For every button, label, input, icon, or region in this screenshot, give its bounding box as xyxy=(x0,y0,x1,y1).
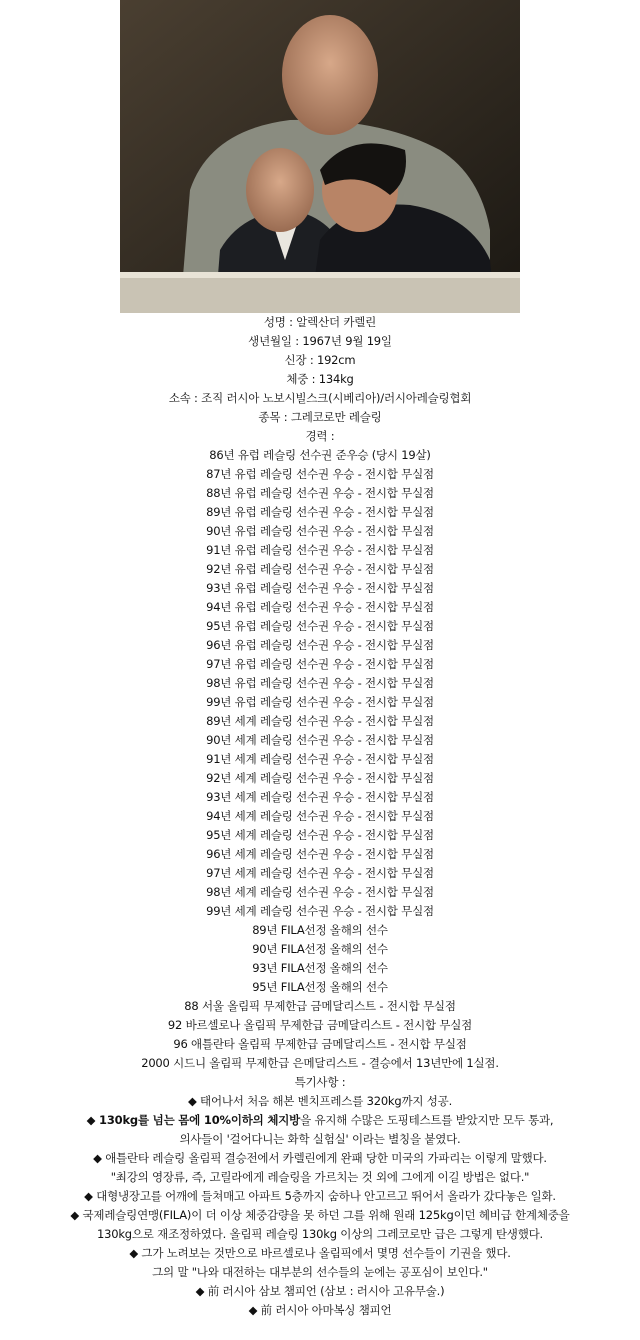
career-item: 97년 세계 레슬링 선수권 우승 - 전시합 무실점 xyxy=(206,866,434,880)
note-line: ◆ 태어나서 처음 해본 벤치프레스를 320kg까지 성공. xyxy=(187,1094,453,1108)
career-item: 95년 FILA선정 올해의 선수 xyxy=(252,980,388,994)
career-item: 96년 세계 레슬링 선수권 우승 - 전시합 무실점 xyxy=(206,847,434,861)
career-item: 93년 FILA선정 올해의 선수 xyxy=(252,961,388,975)
note-line: 130kg으로 재조정하였다. 올림픽 레슬링 130kg 이상의 그레코로만 급은 그렇게 탄생했다. xyxy=(96,1227,543,1241)
career-item: 89년 FILA선정 올해의 선수 xyxy=(252,923,388,937)
note-line: ◆ 애틀란타 레슬링 올림픽 결승전에서 카렐린에게 완패 당한 미국의 가파리는 이렇게 말했다. xyxy=(93,1151,547,1165)
birth-line: 생년월일 : 1967년 9월 19일 xyxy=(248,334,392,348)
career-item: 88 서울 올림픽 무제한급 금메달리스트 - 전시합 무실점 xyxy=(184,999,456,1013)
career-item: 89년 세계 레슬링 선수권 우승 - 전시합 무실점 xyxy=(206,714,434,728)
note-quote: 그의 말 "나와 대전하는 대부분의 선수들의 눈에는 공포심이 보인다." xyxy=(152,1265,488,1279)
career-item: 89년 유럽 레슬링 선수권 우승 - 전시합 무실점 xyxy=(206,505,434,519)
note-text: 을 유지해 수많은 도핑테스트를 받았지만 모두 통과, xyxy=(300,1113,554,1127)
career-item: 96년 유럽 레슬링 선수권 우승 - 전시합 무실점 xyxy=(206,638,434,652)
career-item: 90년 유럽 레슬링 선수권 우승 - 전시합 무실점 xyxy=(206,524,434,538)
career-item: 88년 유럽 레슬링 선수권 우승 - 전시합 무실점 xyxy=(206,486,434,500)
career-item: 87년 유럽 레슬링 선수권 우승 - 전시합 무실점 xyxy=(206,467,434,481)
note-line: ◆ 前 러시아 삼보 챔피언 (삼보 : 러시아 고유무술.) xyxy=(195,1284,445,1298)
career-item: 99년 세계 레슬링 선수권 우승 - 전시합 무실점 xyxy=(206,904,434,918)
career-item: 91년 유럽 레슬링 선수권 우승 - 전시합 무실점 xyxy=(206,543,434,557)
note-quote: "최강의 영장류, 즉, 고릴라에게 레슬링을 가르치는 것 외에 그에게 이길 방법은 없다." xyxy=(110,1170,530,1184)
career-heading: 경력 : xyxy=(305,429,335,443)
career-list xyxy=(0,446,640,1073)
career-item: 98년 유럽 레슬링 선수권 우승 - 전시합 무실점 xyxy=(206,676,434,690)
affiliation-line: 소속 : 조직 러시아 노보시빌스크(시베리아)/러시아레슬링협회 xyxy=(168,391,472,405)
career-item: 90년 세계 레슬링 선수권 우승 - 전시합 무실점 xyxy=(206,733,434,747)
career-item: 90년 FILA선정 올해의 선수 xyxy=(252,942,388,956)
career-item: 93년 유럽 레슬링 선수권 우승 - 전시합 무실점 xyxy=(206,581,434,595)
profile-photo xyxy=(120,0,520,313)
career-item: 93년 세계 레슬링 선수권 우승 - 전시합 무실점 xyxy=(206,790,434,804)
notes-heading: 특기사항 : xyxy=(294,1075,346,1089)
career-item: 92년 세계 레슬링 선수권 우승 - 전시합 무실점 xyxy=(206,771,434,785)
note-line: ◆ 국제레슬링연맹(FILA)이 더 이상 체중감량을 못 하던 그를 위해 원래 125kg이던 헤비급 한계체중을 xyxy=(70,1208,570,1222)
note-line: 의사들이 '걸어다니는 화학 실험실' 이라는 별칭을 붙였다. xyxy=(179,1132,461,1146)
career-item: 99년 유럽 레슬링 선수권 우승 - 전시합 무실점 xyxy=(206,695,434,709)
career-item: 97년 유럽 레슬링 선수권 우승 - 전시합 무실점 xyxy=(206,657,434,671)
career-item: 92 바르셀로나 올림픽 무제한급 금메달리스트 - 전시합 무실점 xyxy=(167,1018,473,1032)
note-line xyxy=(0,1111,640,1130)
career-item: 92년 유럽 레슬링 선수권 우승 - 전시합 무실점 xyxy=(206,562,434,576)
career-item: 86년 유럽 레슬링 선수권 준우승 (당시 19살) xyxy=(209,448,431,462)
weight-line: 체중 : 134kg xyxy=(286,372,354,386)
career-item: 95년 세계 레슬링 선수권 우승 - 전시합 무실점 xyxy=(206,828,434,842)
career-item: 95년 유럽 레슬링 선수권 우승 - 전시합 무실점 xyxy=(206,619,434,633)
note-line: ◆ 前 러시아 아마복싱 챔피언 xyxy=(248,1303,392,1317)
event-line: 종목 : 그레코로만 레슬링 xyxy=(258,410,382,424)
career-item: 94년 세계 레슬링 선수권 우승 - 전시합 무실점 xyxy=(206,809,434,823)
note-line: ◆ 그가 노려보는 것만으로 바르셀로나 올림픽에서 몇명 선수들이 기권을 했다. xyxy=(129,1246,511,1260)
note-bold-text: ◆ 130kg를 넘는 몸에 10%이하의 체지방 xyxy=(86,1113,301,1127)
note-line: ◆ 대형냉장고를 어깨에 들쳐매고 아파트 5층까지 숨하나 안고르고 뛰어서 올라가 갔다놓은 일화. xyxy=(84,1189,556,1203)
name-line: 성명 : 알렉산더 카렐린 xyxy=(263,315,377,329)
career-item: 91년 세계 레슬링 선수권 우승 - 전시합 무실점 xyxy=(206,752,434,766)
height-line: 신장 : 192cm xyxy=(284,353,356,367)
career-item: 2000 시드니 올림픽 무제한급 은메달리스트 - 결승에서 13년만에 1실점. xyxy=(141,1056,499,1070)
career-item: 96 애틀란타 올림픽 무제한급 금메달리스트 - 전시합 무실점 xyxy=(173,1037,467,1051)
career-item: 98년 세계 레슬링 선수권 우승 - 전시합 무실점 xyxy=(206,885,434,899)
career-item: 94년 유럽 레슬링 선수권 우승 - 전시합 무실점 xyxy=(206,600,434,614)
profile-text xyxy=(0,313,640,1320)
